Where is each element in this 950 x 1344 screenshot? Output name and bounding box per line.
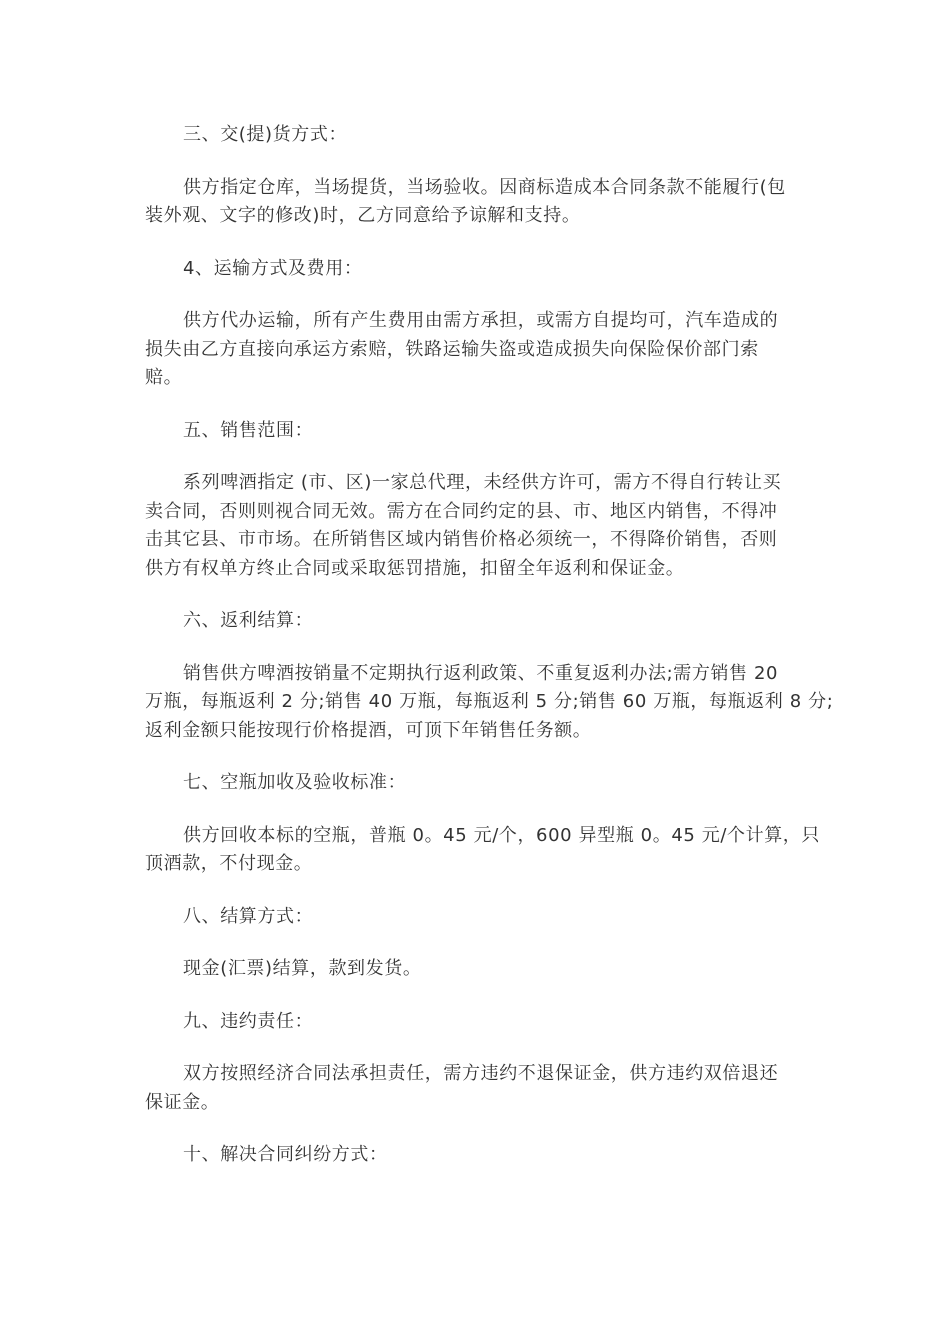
section-heading [145,417,810,446]
text-line: 供方有权单方终止合同或采取惩罚措施，扣留全年返利和保证金。 [145,557,685,579]
section-heading [145,1008,810,1037]
text-line: 供方回收本标的空瓶，普瓶 0。45 元/个，600 异型瓶 0。45 元/个计算，只 [183,824,821,846]
text-line: 系列啤酒指定 (市、区)一家总代理，未经供方许可，需方不得自行转让买 [183,472,782,493]
text-line: 赔。 [145,367,183,388]
section-paragraph [145,1060,810,1117]
text-line: 装外观、文字的修改)时，乙方同意给予谅解和支持。 [145,205,581,226]
section-heading [145,1141,810,1170]
text-line: 供方代办运输，所有产生费用由需方承担，或需方自提均可，汽车造成的 [183,310,779,331]
text-line: 销售供方啤酒按销量不定期执行返利政策、不重复返利办法;需方销售 20 [183,662,779,684]
text-line: 卖合同，否则则视合同无效。需方在合同约定的县、市、地区内销售，不得冲 [145,500,778,522]
text-line: 三、交(提)货方式： [183,124,348,145]
text-line: 保证金。 [145,1091,220,1113]
section-paragraph [145,174,810,231]
section-heading [145,121,810,150]
text-line: 十、解决合同纠纷方式： [183,1144,388,1165]
section-heading [145,903,810,932]
text-line: 返利金额只能按现行价格提酒，可顶下年销售任务额。 [145,719,592,741]
text-line: 六、返利结算： [183,610,314,631]
section-paragraph [145,469,810,583]
text-line: 七、空瓶加收及验收标准： [183,772,407,793]
text-line: 八、结算方式： [183,905,314,927]
document-page [145,121,834,1194]
section-paragraph [145,955,810,984]
section-heading [145,769,810,798]
text-line: 万瓶，每瓶返利 2 分;销售 40 万瓶，每瓶返利 5 分;销售 60 万瓶，每瓶返利 8 分; [145,691,834,712]
section-heading [145,607,810,636]
text-line: 损失由乙方直接向承运方索赔，铁路运输失盗或造成损失向保险保价部门索 [145,338,759,360]
text-line: 九、违约责任： [183,1010,314,1032]
text-line: 顶酒款，不付现金。 [145,853,313,874]
section-paragraph [145,822,821,879]
text-line: 五、销售范围： [183,419,314,441]
text-line: 供方指定仓库，当场提货，当场验收。因商标造成本合同条款不能履行(包 [183,176,786,198]
section-paragraph [145,307,810,393]
text-line: 4、运输方式及费用： [183,257,363,279]
text-line: 双方按照经济合同法承担责任，需方违约不退保证金，供方违约双倍退还 [183,1063,779,1084]
text-line: 现金(汇票)结算，款到发货。 [183,958,422,979]
section-paragraph [145,660,834,746]
text-line: 击其它县、市市场。在所销售区域内销售价格必须统一，不得降价销售，否则 [145,529,778,550]
section-heading [145,255,810,284]
